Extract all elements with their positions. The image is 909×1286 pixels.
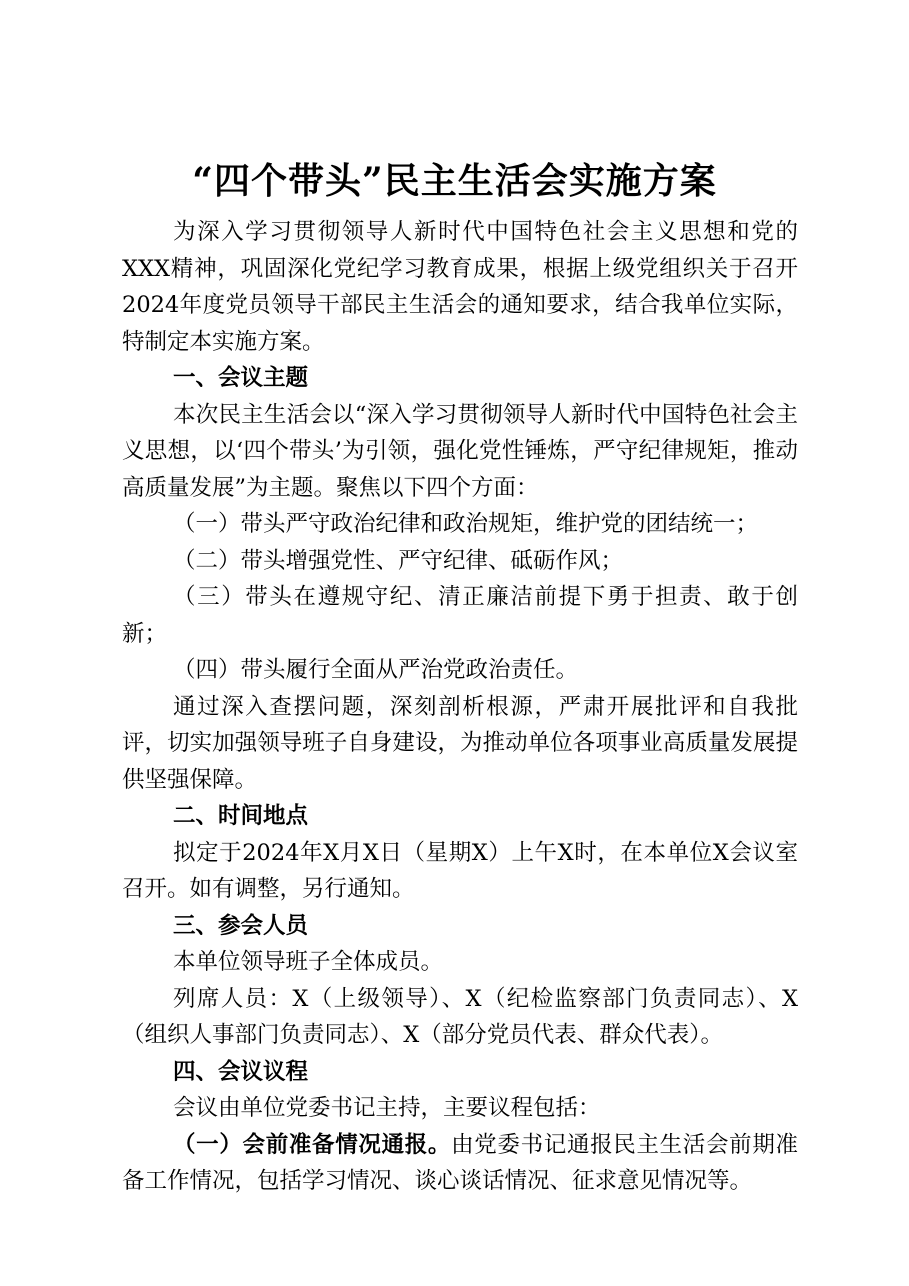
- document-title: “四个带头”民主生活会实施方案: [192, 160, 717, 202]
- theme-item-3: （三）带头在遵规守纪、清正廉洁前提下勇于担责、敢于创新；: [122, 584, 798, 647]
- attendees-paragraph: 本单位领导班子全体成员。: [173, 949, 444, 975]
- section-heading-agenda: 四、会议议程: [173, 1058, 309, 1085]
- section-heading-time-place: 二、时间地点: [173, 803, 309, 829]
- theme-item-1: （一）带头严守政治纪律和政治规矩，维护党的团结统一；: [173, 511, 759, 537]
- agenda-item-1: [122, 1127, 798, 1200]
- agenda-intro-paragraph: 会议由单位党委书记主持，主要议程包括：: [173, 1095, 601, 1121]
- time-place-paragraph: 拟定于2024年X月X日（星期X）上午X时，在本单位X会议室召开。如有调整，另行通知。: [122, 839, 798, 902]
- observers-paragraph: 列席人员：X（上级领导）、X（纪检监察部门负责同志）、X（组织人事部门负责同志）、X（部分党员代表、群众代表）。: [122, 985, 798, 1048]
- theme-item-2: （二）带头增强党性、严守纪律、砥砺作风；: [173, 547, 624, 574]
- theme-summary-paragraph: 通过深入查摆问题，深刻剖析根源，严肃开展批评和自我批评，切实加强领导班子自身建设，为推动单位各项事业高质量发展提供坚强保障。: [122, 693, 798, 793]
- theme-paragraph: 本次民主生活会以“深入学习贯彻领导人新时代中国特色社会主义思想，以‘四个带头’为引领，强化党性锤炼，严守纪律规矩，推动高质量发展”为主题。聚焦以下四个方面：: [122, 401, 798, 501]
- agenda-item-1-heading: （一）会前准备情况通报。: [173, 1131, 452, 1158]
- agenda-item-1-text: 由党委书记通报民主生活会前期准备工作情况，包括学习情况、谈心谈话情况、征求意见情况等。: [122, 1131, 798, 1194]
- theme-item-4: （四）带头履行全面从严治党政治责任。: [173, 657, 579, 683]
- section-heading-attendees: 三、参会人员: [173, 912, 309, 939]
- intro-paragraph: 为深入学习贯彻领导人新时代中国特色社会主义思想和党的XXX精神，巩固深化党纪学习教育成果，根据上级党组织关于召开2024年度党员领导干部民主生活会的通知要求，结合我单位实际，特制定本实施方案。: [122, 219, 798, 355]
- section-heading-theme: 一、会议主题: [173, 365, 309, 391]
- document-body: [122, 214, 798, 1200]
